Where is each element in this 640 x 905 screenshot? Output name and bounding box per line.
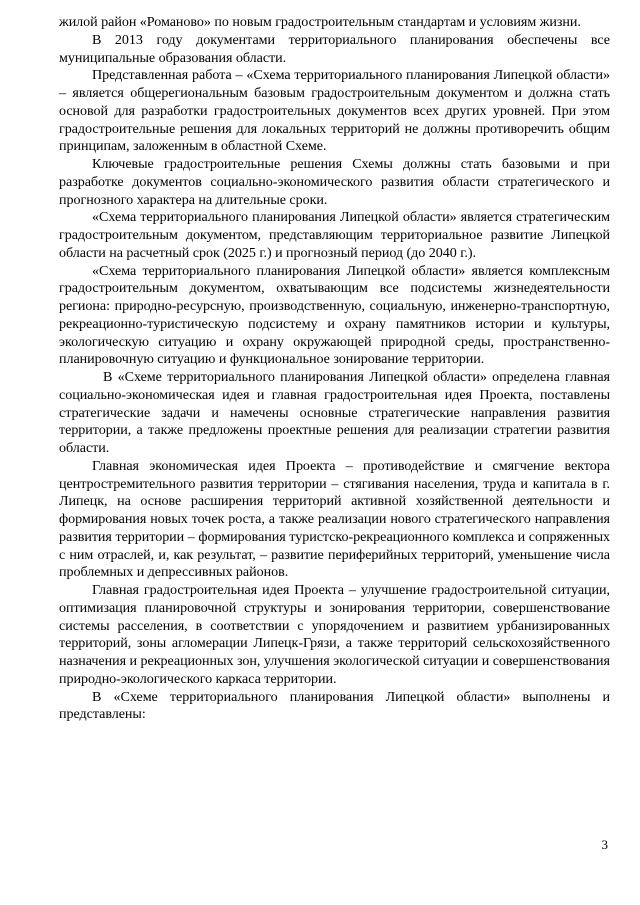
paragraph-7: В «Схеме территориального планирования Липецкой области» определена главная социально-экономическая идея и главная градостроительная идея Проекта, поставлены стратегические задачи и намечены основные стратегические направления развития территории, а также предложены проектные решения для реализации стратегии развития области. — [59, 369, 610, 456]
paragraph-6: «Схема территориального планирования Липецкой области» является комплексным градостроительным документом, охватывающим все подсистемы жизнедеятельности региона: природно-ресурсную, производственную, социальную, инженерно-транспортную, рекреационно-туристическую подсистему и охрану памятников истории и культуры, экологическую ситуацию и охрану окружающей природной среды, пространственно-планировочную ситуацию и функциональное зонирование территории. — [59, 262, 610, 368]
document-page — [59, 14, 610, 724]
paragraph-2: В 2013 году документами территориального планирования обеспечены все муниципальные образования области. — [59, 31, 610, 66]
paragraph-9: Главная градостроительная идея Проекта – улучшение градостроительной ситуации, оптимизация планировочной структуры и зонирования территории, совершенствование системы расселения, в соответствии с упорядочением и развитием урбанизированных территорий, зоны агломерации Липецк-Грязи, а также территорий сельскохозяйственного назначения и рекреационных зон, улучшения экологической ситуации и совершенствования природно-экологического каркаса территории. — [59, 582, 610, 687]
paragraph-3: Представленная работа – «Схема территориального планирования Липецкой области» – является общерегиональным базовым градостроительным документом и должна стать основой для разработки градостроительных документов всех других уровней. При этом градостроительные решения для локальных территорий не должны противоречить общим принципам, заложенным в областной Схеме. — [59, 67, 610, 155]
paragraph-8: Главная экономическая идея Проекта – противодействие и смягчение вектора центростремительного развития территории – стягивания населения, труда и капитала в г. Липецк, на основе расширения территорий активной хозяйственной деятельности и формирования новых точек роста, а также реализации нового стратегического направления развития территории – формирования туристско-рекреационного комплекса и сопряженных с ним отраслей, и, как результат, – развитие периферийных территорий, уменьшение числа проблемных и депрессивных районов. — [59, 457, 610, 581]
paragraph-1: жилой район «Романово» по новым градостроительным стандартам и условиям жизни. — [59, 14, 581, 30]
paragraph-5: «Схема территориального планирования Липецкой области» является стратегическим градостроительным документом, представляющим территориальное развитие Липецкой области на расчетный срок (2025 г.) и прогнозный период (до 2040 г.). — [59, 209, 610, 261]
paragraph-10: В «Схеме территориального планирования Липецкой области» выполнены и представлены: — [59, 688, 610, 723]
page-number: 3 — [601, 837, 608, 852]
paragraph-4: Ключевые градостроительные решения Схемы должны стать базовыми и при разработке документов социально-экономического развития области стратегического и прогнозного характера на длительные сроки. — [59, 156, 610, 208]
